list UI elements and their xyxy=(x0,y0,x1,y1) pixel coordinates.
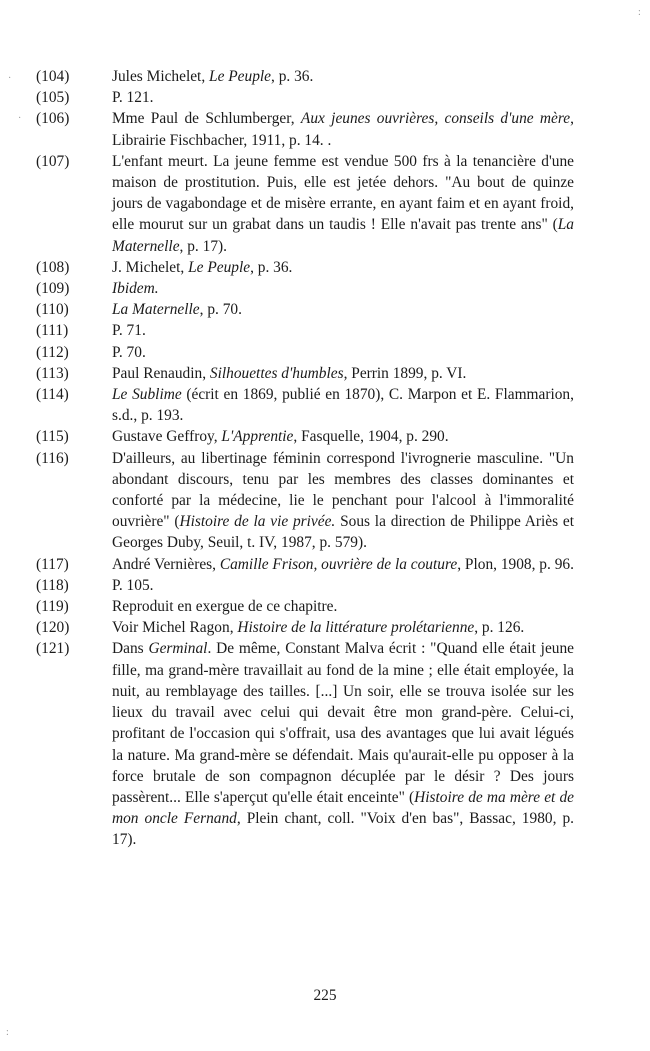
endnote-number: (117) xyxy=(36,555,69,573)
endnote-text-segment: Reproduit en exergue de ce chapitre. xyxy=(112,598,338,616)
scan-speck: : xyxy=(6,1027,9,1038)
endnote-text-segment: , Fasquelle, 1904, p. 290. xyxy=(293,428,449,446)
endnote-item xyxy=(36,342,574,363)
endnote-number: (119) xyxy=(36,598,69,616)
endnote-item xyxy=(36,575,574,596)
endnote-title-italic: Aux jeunes ouvrières, conseils d'une mère xyxy=(300,110,571,128)
endnote-number: (111) xyxy=(36,322,69,340)
endnote-item xyxy=(36,87,574,108)
endnote-number: (107) xyxy=(36,152,70,170)
endnote-number: (105) xyxy=(36,89,70,107)
endnote-item xyxy=(36,638,574,850)
endnote-number: (120) xyxy=(36,619,70,637)
endnote-text-segment: Mme Paul de Schlumberger, xyxy=(112,110,301,128)
endnote-text-segment: , p. 70. xyxy=(199,301,242,319)
endnote-number: (113) xyxy=(36,364,69,382)
endnote-text xyxy=(112,257,574,278)
endnote-text-segment: Gustave Geffroy, xyxy=(112,428,222,446)
endnote-item xyxy=(36,448,574,554)
endnote-title-italic: Le Peuple xyxy=(188,258,251,276)
endnote-title-italic: Histoire de la littérature prolétarienne xyxy=(237,619,475,637)
endnote-text xyxy=(112,617,574,638)
endnote-number: (112) xyxy=(36,343,69,361)
endnote-item xyxy=(36,617,574,638)
endnote-text xyxy=(112,151,574,257)
endnote-text xyxy=(112,342,574,363)
endnote-text xyxy=(112,596,574,617)
endnote-text xyxy=(112,426,574,447)
endnotes-list xyxy=(36,66,574,851)
endnote-text xyxy=(112,554,574,575)
endnote-text xyxy=(112,448,574,554)
endnote-title-italic: Histoire de ma mère et de mon oncle Fernand xyxy=(112,788,574,828)
endnote-title-italic: Histoire de la vie privée. xyxy=(179,513,336,531)
endnote-number: (106) xyxy=(36,110,70,128)
endnote-text-segment: , p. 36. xyxy=(250,258,293,276)
endnote-number: (104) xyxy=(36,68,70,85)
endnote-text-segment: P. 70. xyxy=(112,343,146,361)
endnote-text-segment: Jules Michelet, xyxy=(112,68,210,85)
endnote-title-italic: Le Peuple xyxy=(209,68,271,85)
endnote-number: (108) xyxy=(36,258,70,276)
scan-speck: · xyxy=(8,73,12,84)
endnote-item xyxy=(36,257,574,278)
endnote-title-italic: La Maternelle xyxy=(112,216,574,255)
endnote-text xyxy=(112,108,574,150)
scan-speck: · xyxy=(18,113,22,124)
endnote-text-segment: , p. 17). xyxy=(179,237,227,255)
endnote-text xyxy=(112,278,574,299)
endnote-title-italic: Silhouettes d'humbles xyxy=(209,364,344,382)
endnote-item xyxy=(36,554,574,575)
endnote-title-italic: Le Sublime xyxy=(112,386,182,404)
endnote-item xyxy=(36,66,574,87)
endnote-number: (110) xyxy=(36,301,69,319)
endnote-text xyxy=(112,363,574,384)
endnote-text-segment: , Librairie Fischbacher, 1911, p. 14. . xyxy=(112,110,574,149)
endnote-item xyxy=(36,151,574,257)
endnote-title-italic: Camille Frison, ouvrière de la couture xyxy=(219,555,458,573)
page-number: 225 xyxy=(313,987,337,1004)
endnote-title-italic: Germinal xyxy=(148,640,208,658)
endnote-title-italic: L'Apprentie xyxy=(221,428,294,446)
endnote-text-segment: P. 71. xyxy=(112,322,146,340)
endnote-number: (116) xyxy=(36,449,69,467)
endnote-item xyxy=(36,596,574,617)
endnote-text-segment: Sous la direction de Philippe Ariès et Georges Duby, Seuil, t. IV, 1987, p. 579). xyxy=(112,513,575,552)
endnote-text-segment: , p. 36. xyxy=(271,68,314,85)
endnote-item xyxy=(36,363,574,384)
endnote-text-segment: Dans xyxy=(112,640,149,658)
endnote-item xyxy=(36,108,574,150)
endnote-text-segment: L'enfant meurt. La jeune femme est vendue 500 frs à la tenancière d'une maison de prostitution. Puis, elle est jetée dehors. "Au bout de quinze jours de vagabondage et de misère errante, en ayant faim et en ayant froid, elle mourut sur un grabat dans un taudis ! Elle n'avait pas trente ans" ( xyxy=(112,152,574,234)
endnote-item xyxy=(36,278,574,299)
endnote-text xyxy=(112,575,574,596)
endnote-item xyxy=(36,384,574,426)
endnote-number: (115) xyxy=(36,428,69,446)
endnote-text-segment: P. 121. xyxy=(112,89,154,107)
endnote-text-segment: , Plon, 1908, p. 96. xyxy=(457,555,574,573)
endnote-text-segment: Paul Renaudin, xyxy=(112,364,210,382)
endnote-text-segment: P. 105. xyxy=(112,576,154,594)
endnote-text-segment: Voir Michel Ragon, xyxy=(112,619,238,637)
endnote-text xyxy=(112,320,574,341)
endnote-text-segment: . De même, Constant Malva écrit : "Quand elle était jeune fille, ma grand-mère travaillait au fond de la mine ; elle était employée, la nuit, au remblayage des tailles. [...] Un soir, elle se trouva isolée sur les lieux du travail avec celui qui devait être mon grand-père. Celui-ci, profitant de l'occasion qui s'offrait, usa des avantages que lui avait légués la nature. Ma grand-mère se défendait. Mais qu'aurait-elle pu opposer à la force brutale de son compagnon décuplée par le désir ? Des jours passèrent... Elle s'aperçut qu'elle était enceinte" ( xyxy=(112,640,574,806)
endnote-number: (121) xyxy=(36,640,70,658)
endnote-title-italic: La Maternelle xyxy=(112,301,200,319)
endnote-text-segment: , Perrin 1899, p. VI. xyxy=(343,364,467,382)
endnote-number: (114) xyxy=(36,386,69,404)
endnote-text xyxy=(112,87,574,108)
endnote-text-segment: D'ailleurs, au libertinage féminin correspond l'ivrognerie masculine. "Un abondant discours, tenu par les membres des classes dominantes et conforté par la médecine, lie le penchant pour l'alcool à l'immoralité ouvrière" ( xyxy=(112,449,574,531)
endnote-title-italic: Ibidem. xyxy=(112,280,159,298)
endnote-text-segment: , p. 126. xyxy=(474,619,525,637)
endnote-text xyxy=(112,66,574,87)
endnote-number: (109) xyxy=(36,280,70,298)
endnote-text-segment: André Vernières, xyxy=(112,555,220,573)
endnote-text-segment: , Plein chant, coll. "Voix d'en bas", Bassac, 1980, p. 17). xyxy=(112,810,574,849)
endnote-number: (118) xyxy=(36,576,69,594)
endnote-text-segment: (écrit en 1869, publié en 1870), C. Marpon et E. Flammarion, s.d., p. 193. xyxy=(112,386,574,425)
endnote-text xyxy=(112,299,574,320)
endnote-item xyxy=(36,320,574,341)
endnote-text xyxy=(112,384,574,426)
endnote-text xyxy=(112,638,574,850)
scan-speck: : xyxy=(638,7,641,18)
endnote-text-segment: J. Michelet, xyxy=(112,258,189,276)
endnote-item xyxy=(36,299,574,320)
endnote-item xyxy=(36,426,574,447)
